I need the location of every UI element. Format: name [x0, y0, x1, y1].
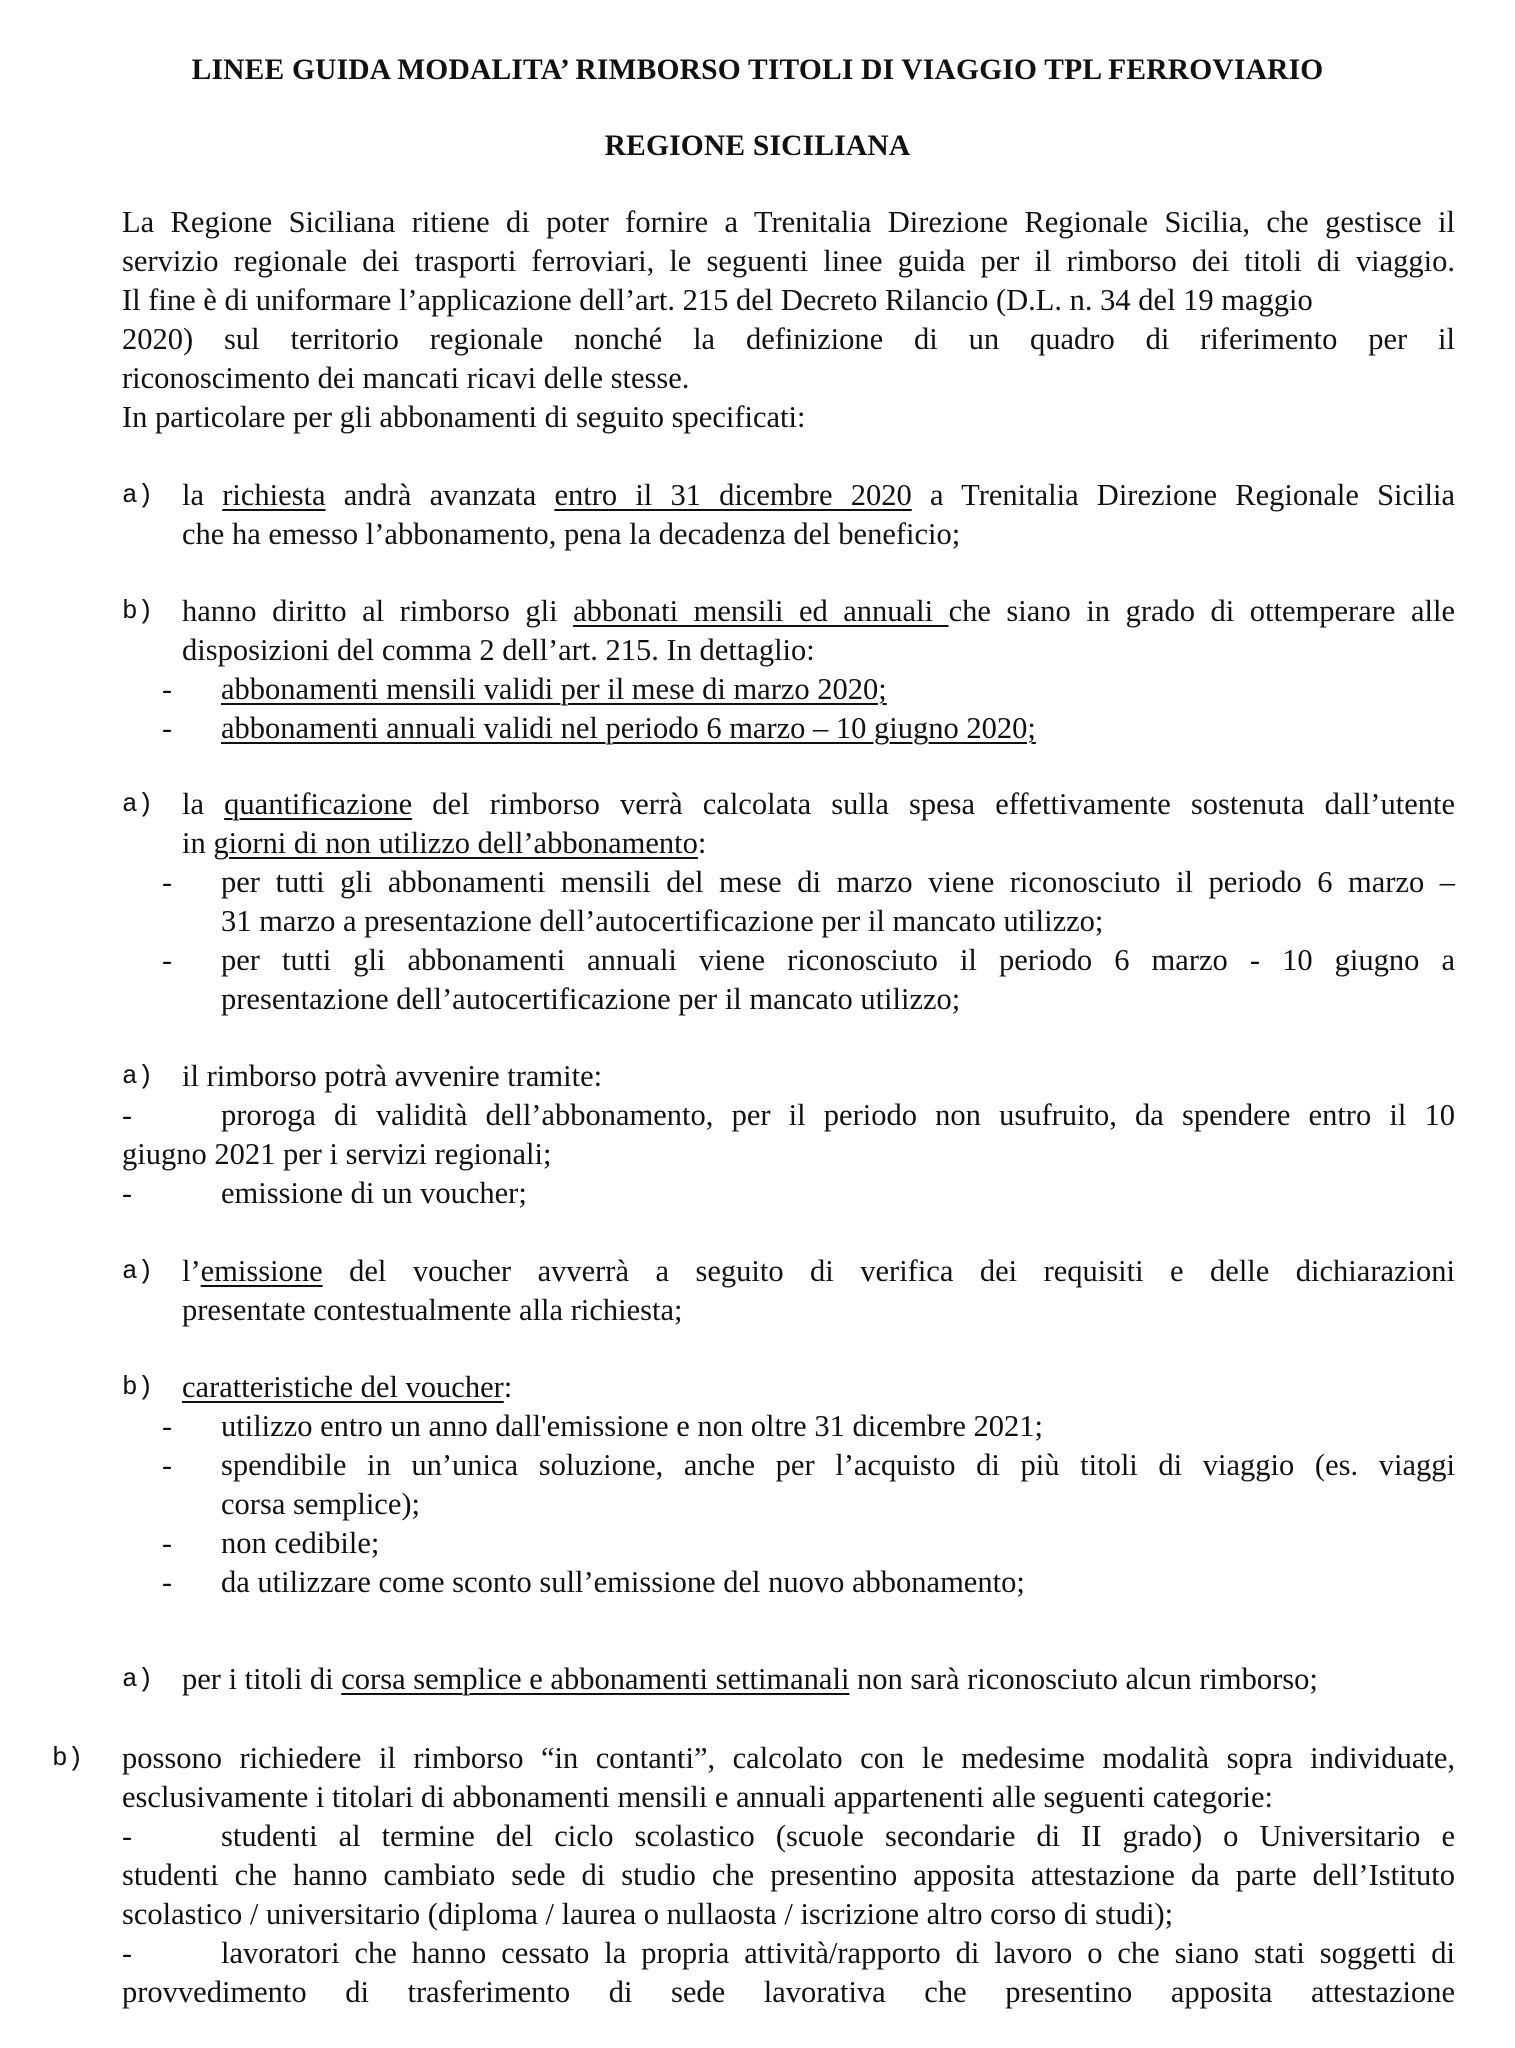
list-item: abbonamenti mensili validi per il mese di marzo 2020;	[221, 672, 887, 706]
bullet-dash: -	[122, 1177, 132, 1210]
list-item: studenti al termine del ciclo scolastico (scuole secondarie di II grado) o Universitario e	[221, 1819, 1455, 1853]
list-item: spendibile in un’unica soluzione, anche per l’acquisto di più titoli di viaggio (es. viaggi	[221, 1448, 1455, 1482]
list-item: per tutti gli abbonamenti mensili del mese di marzo viene riconosciuto il periodo 6 marzo –	[221, 865, 1455, 899]
intro-line: In particolare per gli abbonamenti di seguito specificati:	[122, 400, 806, 434]
list-item: proroga di validità dell’abbonamento, per il periodo non usufruito, da spendere entro il 10	[221, 1098, 1455, 1132]
list-marker: a)	[122, 1664, 154, 1694]
list-item: studenti che hanno cambiato sede di studio che presentino apposita attestazione da parte dell’Istituto	[122, 1858, 1455, 1892]
bullet-dash: -	[122, 1820, 132, 1853]
list-marker: b)	[122, 1372, 154, 1402]
list-item: 31 marzo a presentazione dell’autocertificazione per il mancato utilizzo;	[221, 904, 1104, 938]
bullet-dash: -	[162, 1449, 172, 1482]
section-line: che ha emesso l’abbonamento, pena la decadenza del beneficio;	[182, 517, 961, 551]
list-item: utilizzo entro un anno dall'emissione e non oltre 31 dicembre 2021;	[221, 1409, 1044, 1443]
section-line: caratteristiche del voucher:	[182, 1370, 513, 1404]
list-marker: b)	[122, 596, 154, 626]
section-line: esclusivamente i titolari di abbonamenti mensili e annuali appartenenti alle seguenti categorie:	[122, 1780, 1273, 1814]
bullet-dash: -	[162, 712, 172, 745]
intro-line: 2020) sul territorio regionale nonché la definizione di un quadro di riferimento per il	[122, 322, 1455, 356]
section-line: presentate contestualmente alla richiesta;	[182, 1293, 683, 1327]
bullet-dash: -	[122, 1099, 132, 1132]
list-marker: b)	[52, 1743, 84, 1773]
bullet-dash: -	[162, 866, 172, 899]
list-item: emissione di un voucher;	[221, 1176, 527, 1210]
document-subtitle: REGIONE SICILIANA	[604, 130, 911, 162]
list-marker: a)	[122, 1256, 154, 1286]
bullet-dash: -	[162, 1566, 172, 1599]
list-marker: a)	[122, 480, 154, 510]
section-line: possono richiedere il rimborso “in contanti”, calcolato con le medesime modalità sopra individuate,	[122, 1741, 1455, 1775]
bullet-dash: -	[162, 673, 172, 706]
list-item: lavoratori che hanno cessato la propria attività/rapporto di lavoro o che siano stati soggetti di	[221, 1936, 1455, 1970]
list-item: da utilizzare come sconto sull’emissione del nuovo abbonamento;	[221, 1565, 1025, 1599]
list-item: per tutti gli abbonamenti annuali viene riconosciuto il periodo 6 marzo - 10 giugno a	[221, 943, 1455, 977]
intro-line: La Regione Siciliana ritiene di poter fornire a Trenitalia Direzione Regionale Sicilia, che gestisce il	[122, 205, 1455, 239]
bullet-dash: -	[122, 1937, 132, 1970]
section-line: l’emissione del voucher avverrà a seguito di verifica dei requisiti e delle dichiarazioni	[182, 1254, 1455, 1288]
bullet-dash: -	[162, 1527, 172, 1560]
list-marker: a)	[122, 789, 154, 819]
list-item: provvedimento di trasferimento di sede lavorativa che presentino apposita attestazione	[122, 1975, 1455, 2009]
section-line: la quantificazione del rimborso verrà calcolata sulla spesa effettivamente sostenuta dall’utente	[182, 787, 1455, 821]
list-item: giugno 2021 per i servizi regionali;	[122, 1137, 552, 1171]
list-item: non cedibile;	[221, 1526, 380, 1560]
section-line: in giorni di non utilizzo dell’abbonamento:	[182, 826, 707, 860]
document-title: LINEE GUIDA MODALITA’ RIMBORSO TITOLI DI VIAGGIO TPL FERROVIARIO	[191, 54, 1324, 86]
section-line: il rimborso potrà avvenire tramite:	[182, 1059, 603, 1093]
section-line: per i titoli di corsa semplice e abbonamenti settimanali non sarà riconosciuto alcun rimborso;	[182, 1662, 1318, 1696]
section-line: la richiesta andrà avanzata entro il 31 dicembre 2020 a Trenitalia Direzione Regionale Sicilia	[182, 478, 1455, 512]
intro-line: riconoscimento dei mancati ricavi delle stesse.	[122, 361, 690, 395]
section-line: hanno diritto al rimborso gli abbonati mensili ed annuali che siano in grado di ottemperare alle	[182, 594, 1455, 628]
list-item: corsa semplice);	[221, 1487, 421, 1521]
list-marker: a)	[122, 1061, 154, 1091]
list-item: presentazione dell’autocertificazione per il mancato utilizzo;	[221, 982, 961, 1016]
bullet-dash: -	[162, 1410, 172, 1443]
list-item: scolastico / universitario (diploma / laurea o nullaosta / iscrizione altro corso di studi);	[122, 1897, 1174, 1931]
section-line: disposizioni del comma 2 dell’art. 215. In dettaglio:	[182, 633, 815, 667]
intro-line: servizio regionale dei trasporti ferroviari, le seguenti linee guida per il rimborso dei titoli di viaggio.	[122, 244, 1455, 278]
list-item: abbonamenti annuali validi nel periodo 6 marzo – 10 giugno 2020;	[221, 711, 1036, 745]
intro-line: Il fine è di uniformare l’applicazione dell’art. 215 del Decreto Rilancio (D.L. n. 34 del 19 maggio	[122, 283, 1313, 317]
bullet-dash: -	[162, 944, 172, 977]
